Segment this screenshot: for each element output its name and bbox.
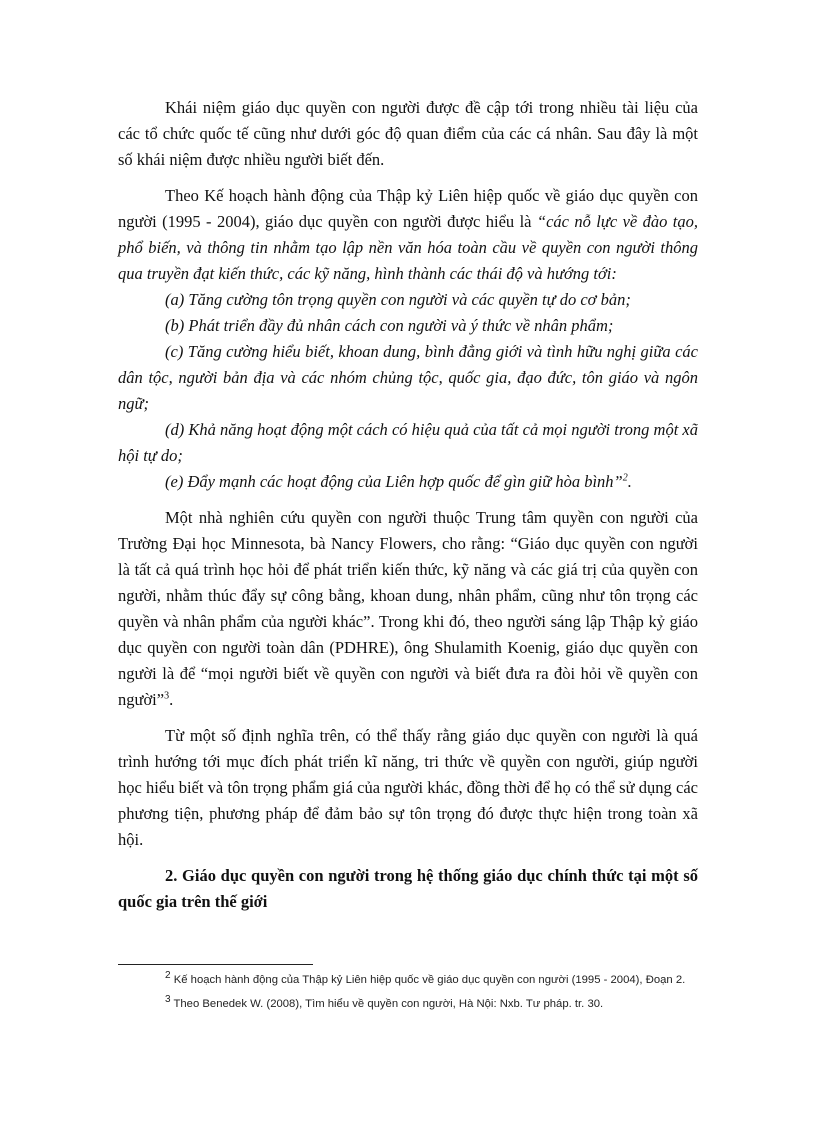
list-item-b: (b) Phát triển đầy đủ nhân cách con người và ý thức về nhân phẩm; (165, 316, 614, 335)
paragraph-flowers (118, 505, 698, 713)
footnote-mark: 2 (165, 970, 171, 982)
body-text (118, 95, 698, 915)
footnote-text: Kế hoạch hành động của Thập kỷ Liên hiệp quốc về giáo dục quyền con người (1995 - 2004), Đoạn 2. (170, 974, 686, 986)
paragraph-intro: Khái niệm giáo dục quyền con người được đề cập tới trong nhiều tài liệu của các tổ chức quốc tế cũng như dưới góc độ quan điểm của các cá nhân. Sau đây là một số khái niệm được nhiều người biết đến. (118, 98, 698, 169)
list-item-d: (d) Khả năng hoạt động một cách có hiệu quả của tất cả mọi người trong một xã hội tự do; (118, 420, 698, 465)
section-heading: 2. Giáo dục quyền con người trong hệ thống giáo dục chính thức tại một số quốc gia trên thế giới (118, 866, 698, 911)
footnote-ref-3[interactable]: 3 (164, 690, 170, 702)
list-item-e (118, 469, 698, 495)
list-item-e-end: . (627, 472, 632, 491)
footnote-2 (118, 972, 718, 988)
footnote-divider (118, 964, 313, 965)
footnote-3 (118, 996, 718, 1012)
paragraph-un-decade-lead: Theo Kế hoạch hành động của Thập kỷ Liên hiệp quốc về giáo dục quyền con người (1995 - 2004), giáo dục quyền con người được hiểu là (118, 186, 698, 231)
list-item-c: (c) Tăng cường hiểu biết, khoan dung, bình đẳng giới và tình hữu nghị giữa các dân tộc, người bản địa và các nhóm chủng tộc, quốc gia, đạo đức, tôn giáo và ngôn ngữ; (118, 342, 698, 413)
footnote-text: Theo Benedek W. (2008), Tìm hiểu về quyền con người, Hà Nội: Nxb. Tư pháp. tr. 30. (170, 998, 604, 1010)
list-item-a: (a) Tăng cường tôn trọng quyền con người và các quyền tự do cơ bản; (165, 290, 631, 309)
footnote-mark: 3 (165, 994, 171, 1006)
paragraph-flowers-text: Một nhà nghiên cứu quyền con người thuộc Trung tâm quyền con người của Trường Đại học Minnesota, bà Nancy Flowers, cho rằng: “Giáo dục quyền con người là tất cả quá trình học hỏi để phát triển kiến thức, kỹ năng và các giá trị của quyền con người, nhằm thúc đẩy sự công bằng, khoan dung, nhân phẩm, cũng như tôn trọng các quyền và nhân phẩm của người khác”. Trong khi đó, theo người sáng lập Thập kỷ giáo dục quyền con người toàn dân (PDHRE), ông Shulamith Koenig, giáo dục quyền con người là để “mọi người biết về quyền con người và biết đưa ra đòi hỏi về quyền con người” (118, 508, 698, 709)
paragraph-un-decade-quote: “các nỗ lực về đào tạo, phổ biến, và thông tin nhằm tạo lập nền văn hóa toàn cầu về quyền con người thông qua truyền đạt kiến thức, các kỹ năng, hình thành các thái độ và hướng tới: (118, 212, 698, 283)
paragraph-flowers-end: . (169, 690, 174, 709)
list-item-e-text: (e) Đẩy mạnh các hoạt động của Liên hợp quốc để gìn giữ hòa bình” (165, 472, 623, 491)
footnotes (118, 972, 718, 1020)
footnote-ref-2[interactable]: 2 (622, 472, 628, 484)
paragraph-un-decade (118, 183, 698, 287)
paragraph-conclusion: Từ một số định nghĩa trên, có thể thấy rằng giáo dục quyền con người là quá trình hướng tới mục đích phát triển kĩ năng, tri thức về quyền con người, giúp người học hiểu biết và tôn trọng phẩm giá của người khác, đồng thời để họ có thể sử dụng các phương tiện, phương pháp để đảm bảo sự tôn trọng đó được thực hiện trong toàn xã hội. (118, 726, 698, 849)
